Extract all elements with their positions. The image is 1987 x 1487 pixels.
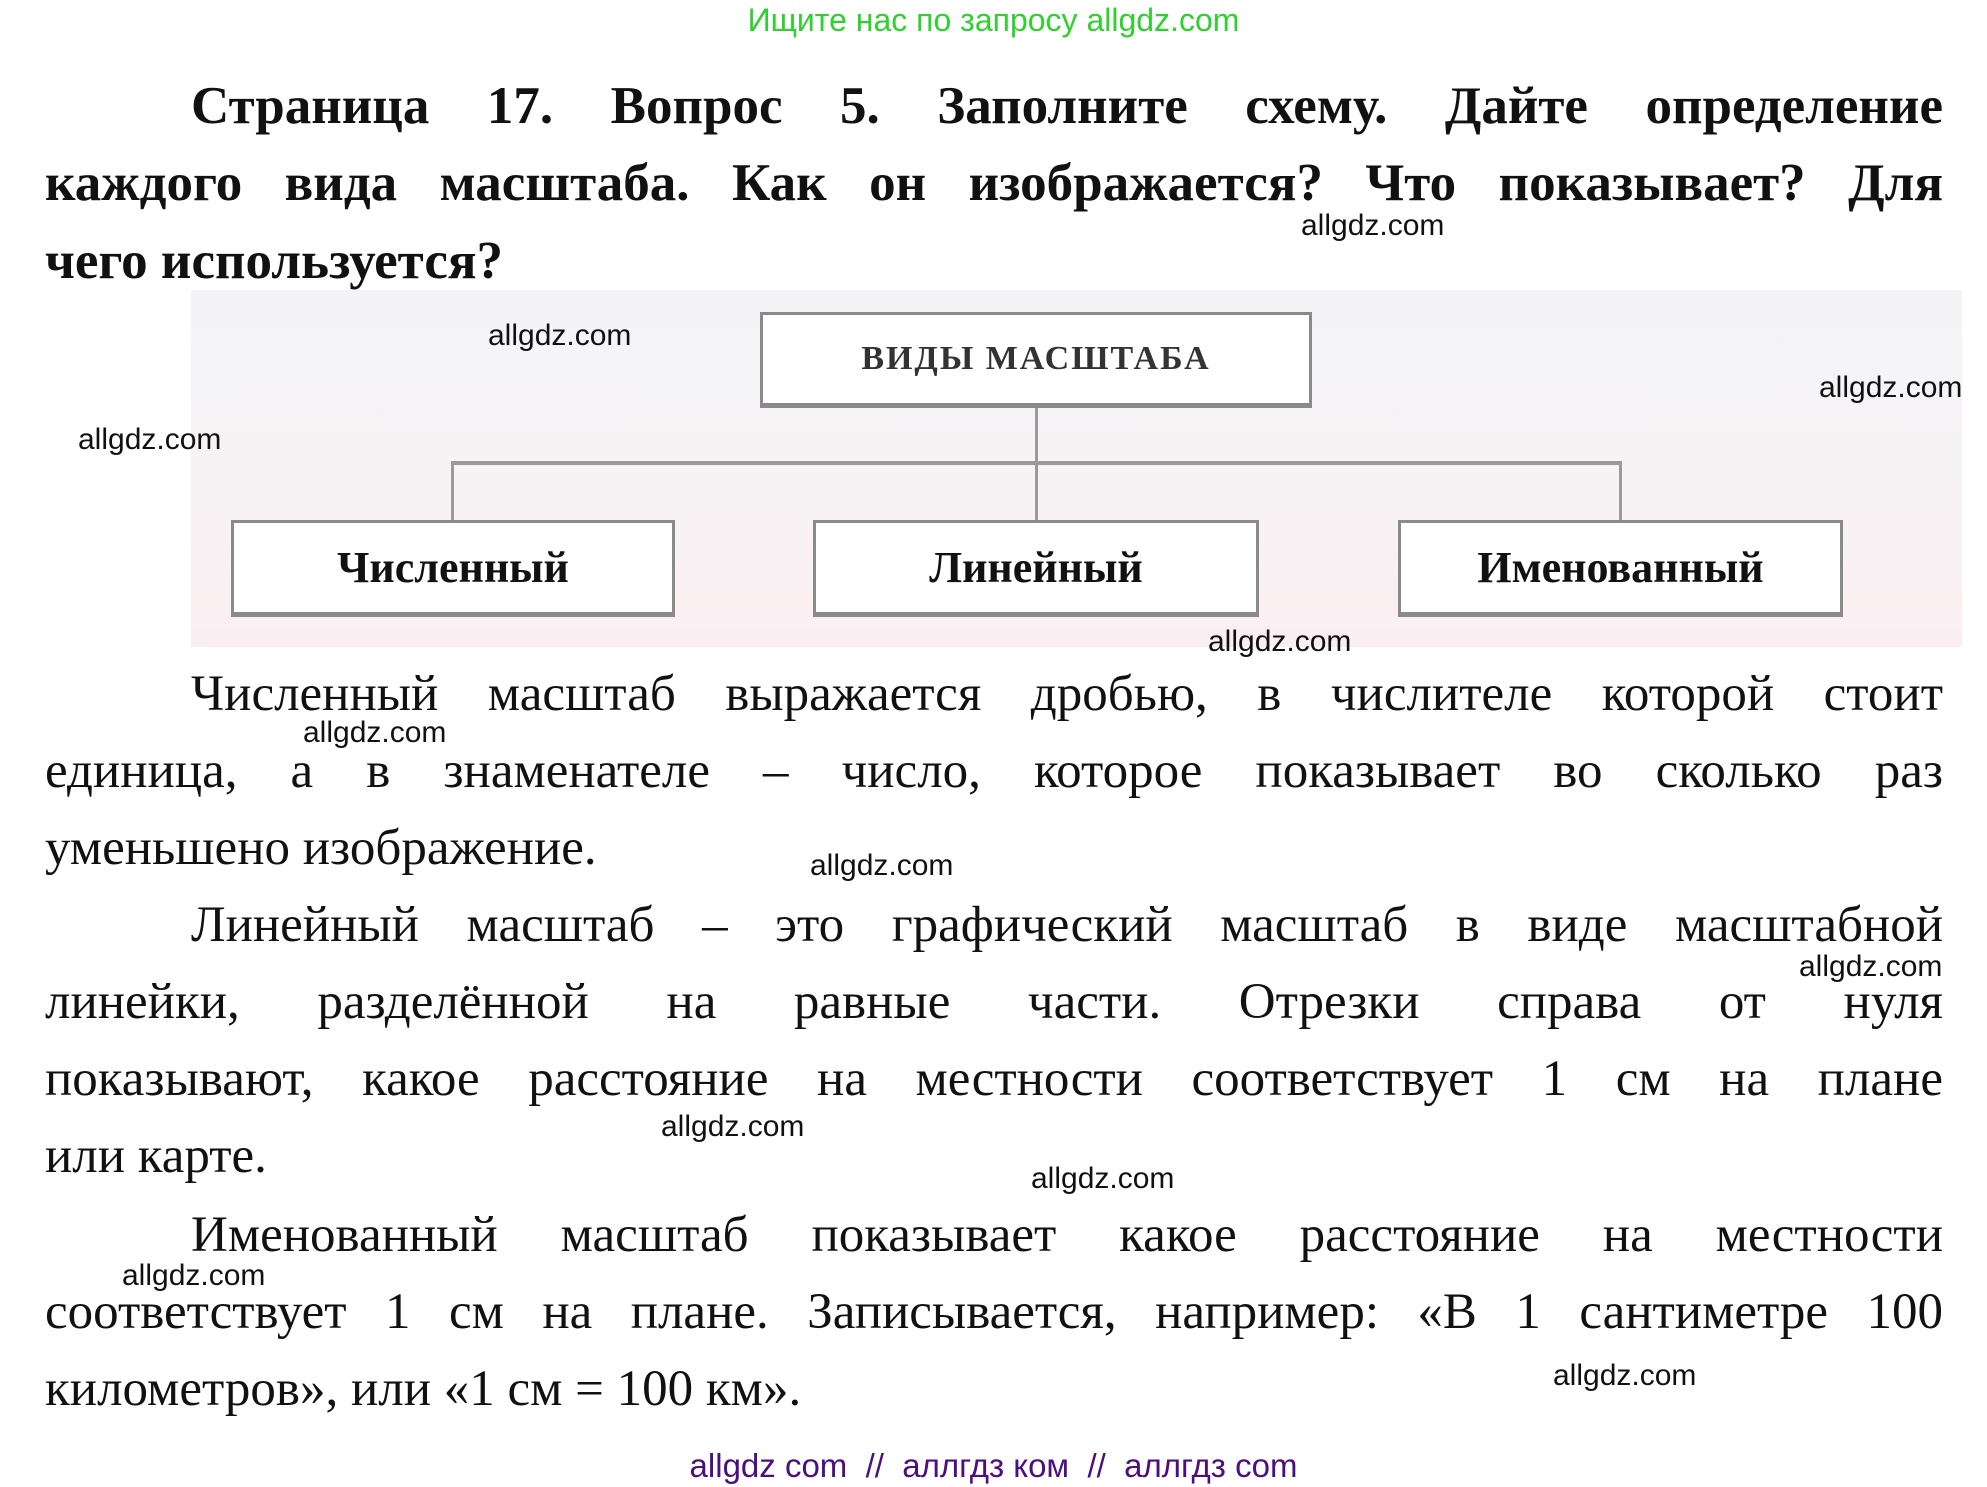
answer-p3-line-2: соответствует 1 см на плане. Записывается, например: «В 1 сантиметре 100: [45, 1284, 1943, 1340]
diagram-box-numeric: Численный: [231, 520, 675, 617]
question-heading-line-2: каждого вида масштаба. Как он изображается? Что показывает? Для: [45, 154, 1943, 212]
answer-p3-line-1: Именованный масштаб показывает какое расстояние на местности: [191, 1207, 1943, 1263]
watermark: allgdz.com: [488, 319, 632, 352]
answer-p1-line-2: единица, а в знаменателе – число, которое показывает во сколько раз: [45, 743, 1943, 799]
scale-types-diagram: [191, 290, 1962, 647]
question-heading-line-1: Страница 17. Вопрос 5. Заполните схему. Дайте определение: [191, 77, 1943, 135]
diagram-root-box: ВИДЫ МАСШТАБА: [760, 312, 1312, 408]
diagram-box-linear: Линейный: [813, 520, 1259, 617]
answer-p3-line-3: километров», или «1 см = 100 км».: [45, 1361, 802, 1417]
watermark: allgdz.com: [661, 1110, 805, 1143]
connector-left: [451, 461, 454, 521]
watermark: allgdz.com: [1301, 209, 1445, 242]
watermark: allgdz.com: [1799, 950, 1943, 983]
connector-right: [1619, 461, 1622, 521]
diagram-box-named: Именованный: [1398, 520, 1843, 617]
search-hint: Ищите нас по запросу allgdz.com: [747, 2, 1240, 38]
answer-p1-line-3: уменьшено изображение.: [45, 820, 597, 876]
answer-p2-line-1: Линейный масштаб – это графический масштаб в виде масштабной: [191, 897, 1943, 953]
answer-p2-line-4: или карте.: [45, 1128, 267, 1184]
watermark: allgdz.com: [1553, 1359, 1697, 1392]
watermark: allgdz.com: [1031, 1162, 1175, 1195]
answer-p2-line-3: показывают, какое расстояние на местности соответствует 1 см на плане: [45, 1051, 1943, 1107]
watermark: allgdz.com: [1819, 371, 1963, 404]
question-heading-line-3: чего используется?: [45, 232, 504, 290]
answer-p1-line-1: Численный масштаб выражается дробью, в числителе которой стоит: [191, 666, 1943, 722]
watermark: allgdz.com: [78, 423, 222, 456]
watermark: allgdz.com: [1208, 625, 1352, 658]
answer-p2-line-2: линейки, разделённой на равные части. Отрезки справа от нуля: [45, 974, 1943, 1030]
connector-horizontal: [451, 461, 1622, 465]
watermark: allgdz.com: [810, 849, 954, 882]
watermark: allgdz.com: [122, 1259, 266, 1292]
footer-watermark: allgdz com // аллгдз ком // аллгдз com: [689, 1447, 1298, 1484]
watermark: allgdz.com: [303, 716, 447, 749]
